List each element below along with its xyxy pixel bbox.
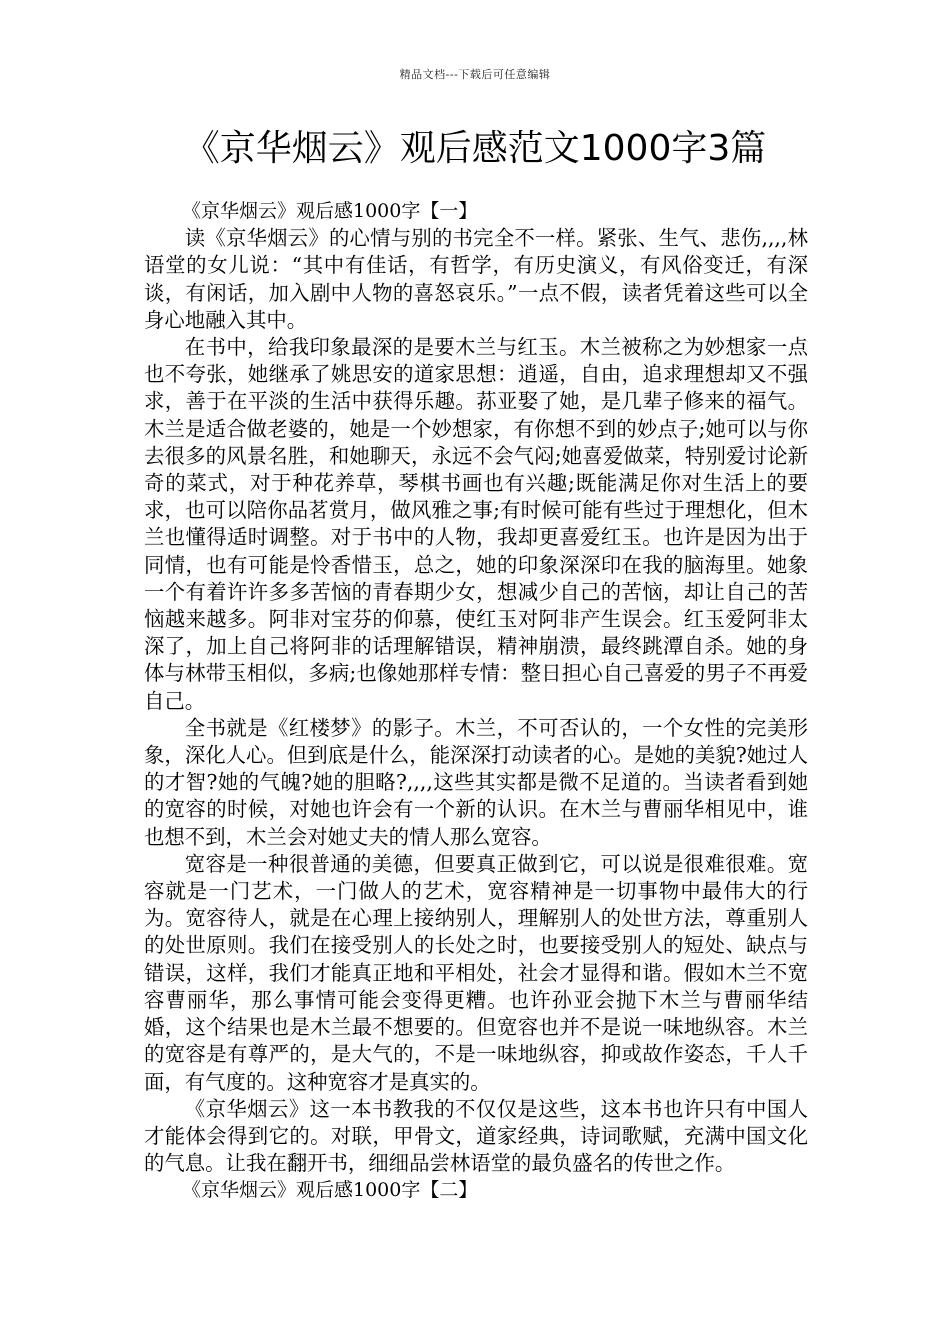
section-heading-1: 《京华烟云》观后感1000字【一】 xyxy=(182,200,478,222)
document-title: 《京华烟云》观后感范文1000字3篇 xyxy=(183,128,767,169)
paragraph: 在书中，给我印象最深的是要木兰与红玉。木兰被称之为妙想家一点也不夸张，她继承了姚思安的道家思想：逍遥，自由，追求理想却又不强求，善于在平淡的生活中获得乐趣。荪亚娶了她，是几辈子修来的福气。木兰是适合做老婆的，她是一个妙想家，有你想不到的妙点子;她可以与你去很多的风景名胜，和她聊天，永远不会气闷;她喜爱做菜，特别爱讨论新奇的菜式，对于种花养草，琴棋书画也有兴趣;既能满足你对生活上的要求，也可以陪你品茗赏月，做风雅之事;有时候可能有些过于理想化，但木兰也懂得适时调整。对于书中的人物，我却更喜爱红玉。也许是因为出于同情，也有可能是怜香惜玉，总之，她的印象深深印在我的脑海里。她象一个有着许许多多苦恼的青春期少女，想减少自己的苦恼，却让自己的苦恼越来越多。阿非对宝芬的仰慕，使红玉对阿非产生误会。红玉爱阿非太深了，加上自己将阿非的话理解错误，精神崩溃，最终跳潭自杀。她的身体与林带玉相似，多病;也像她那样专情：整日担心自己喜爱的男子不再爱自己。 xyxy=(144,335,808,713)
section-heading-2: 《京华烟云》观后感1000字【二】 xyxy=(182,1179,478,1202)
paragraph: 《京华烟云》这一本书教我的不仅仅是这些，这本书也许只有中国人才能体会得到它的。对联，甲骨文，道家经典，诗词歌赋，充满中国文化的气息。让我在翻开书，细细品尝林语堂的最负盛名的传世之作。 xyxy=(144,1096,808,1176)
paragraph: 读《京华烟云》的心情与别的书完全不一样。紧张、生气、悲伤,,,,林语堂的女儿说：“其中有佳话，有哲学，有历史演义，有风俗变迁，有深谈，有闲话，加入剧中人物的喜怒哀乐。”一点不假，读者凭着这些可以全身心地融入其中。 xyxy=(144,226,808,332)
paragraph: 全书就是《红楼梦》的影子。木兰，不可否认的，一个女性的完美形象，深化人心。但到底是什么，能深深打动读者的心。是她的美貌?她过人的才智?她的气魄?她的胆略?,,,,这些其实都是微不足道的。当读者看到她的宽容的时候，对她也许会有一个新的认识。在木兰与曹丽华相见中，谁也想不到，木兰会对她丈夫的情人那么宽容。 xyxy=(144,715,808,849)
paragraph: 宽容是一种很普通的美德，但要真正做到它，可以说是很难很难。宽容就是一门艺术，一门做人的艺术，宽容精神是一切事物中最伟大的行为。宽容待人，就是在心理上接纳别人，理解别人的处世方法，尊重别人的处世原则。我们在接受别人的长处之时，也要接受别人的短处、缺点与错误，这样，我们才能真正地和平相处，社会才显得和谐。假如木兰不宽容曹丽华，那么事情可能会变得更糟。也许孙亚会抛下木兰与曹丽华结婚，这个结果也是木兰最不想要的。但宽容也并不是说一味地纵容。木兰的宽容是有尊严的，是大气的，不是一味地纵容，抑或故作姿态，千人千面，有气度的。这种宽容才是真实的。 xyxy=(144,851,808,1094)
header-note: 精品文档---下载后可任意编辑 xyxy=(399,68,551,81)
document-body xyxy=(144,198,808,1205)
